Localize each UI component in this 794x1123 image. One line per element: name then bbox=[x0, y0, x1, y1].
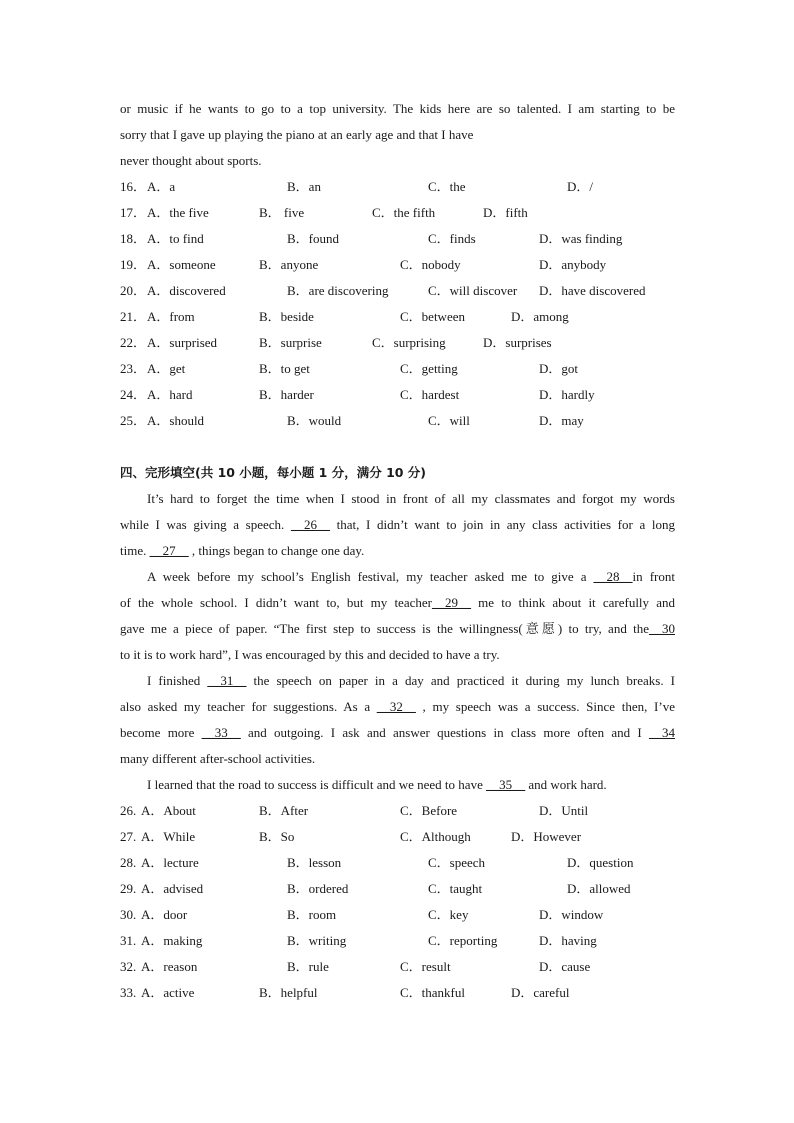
blank-35: __35__ bbox=[486, 777, 526, 792]
question-number: 24． bbox=[120, 387, 147, 402]
section-heading: 四、完形填空(共 10 小题，每小题 1 分，满分 10 分) bbox=[120, 465, 427, 480]
option-d[interactable]: D．Until bbox=[539, 803, 589, 818]
question-number: 28. bbox=[120, 855, 137, 870]
option-c[interactable]: C．the bbox=[428, 179, 466, 194]
question-row bbox=[120, 829, 680, 845]
cloze-text: I learned that the road to success is difficult and we need to have bbox=[147, 777, 487, 792]
cloze-line bbox=[120, 595, 675, 611]
option-c[interactable]: C．will bbox=[428, 413, 470, 428]
option-d[interactable]: D．surprises bbox=[483, 335, 552, 350]
cloze-line bbox=[120, 621, 675, 637]
option-d[interactable]: D．allowed bbox=[567, 881, 631, 896]
passage-line: never thought about sports. bbox=[120, 153, 262, 168]
cloze-text: I finished bbox=[147, 673, 208, 688]
question-number: 22． bbox=[120, 335, 147, 350]
option-b[interactable]: B．ordered bbox=[287, 881, 349, 896]
cloze-line: It’s hard to forget the time when I stood in front of all my classmates and forgot my words bbox=[147, 491, 675, 506]
question-row bbox=[120, 335, 680, 351]
option-a[interactable]: A．lecture bbox=[141, 855, 199, 870]
option-a[interactable]: A．About bbox=[141, 803, 196, 818]
question-number: 17． bbox=[120, 205, 147, 220]
option-a[interactable]: A．someone bbox=[147, 257, 216, 272]
cloze-text: A week before my school’s English festival, my teacher asked me to give a bbox=[147, 569, 594, 584]
question-number: 18． bbox=[120, 231, 147, 246]
cloze-line bbox=[120, 543, 675, 559]
passage-line: sorry that I gave up playing the piano at an early age and that I have bbox=[120, 127, 474, 142]
question-row bbox=[120, 985, 680, 1001]
option-c[interactable]: C．Before bbox=[400, 803, 458, 818]
option-d[interactable]: D．careful bbox=[511, 985, 570, 1000]
question-number: 23． bbox=[120, 361, 147, 376]
cloze-line bbox=[147, 777, 675, 793]
blank-26: __26__ bbox=[290, 517, 330, 532]
option-c[interactable]: C．speech bbox=[428, 855, 486, 870]
option-b[interactable]: B．harder bbox=[259, 387, 314, 402]
option-c[interactable]: C．key bbox=[428, 907, 469, 922]
question-row bbox=[120, 881, 680, 897]
option-b[interactable]: B．surprise bbox=[259, 335, 322, 350]
option-a[interactable]: A．a bbox=[147, 179, 176, 194]
option-a[interactable]: A．from bbox=[147, 309, 195, 324]
cloze-text: , my speech was a success. Since then, I’ve bbox=[415, 699, 675, 714]
cloze-text: the speech on paper in a day and practiced it during my lunch breaks. I bbox=[246, 673, 675, 688]
cloze-text: and work hard. bbox=[525, 777, 607, 792]
cloze-text: also asked my teacher for suggestions. As a bbox=[120, 699, 377, 714]
question-number: 21． bbox=[120, 309, 147, 324]
option-c[interactable]: C．getting bbox=[400, 361, 458, 376]
option-b[interactable]: B．lesson bbox=[287, 855, 342, 870]
question-row bbox=[120, 309, 680, 325]
question-row bbox=[120, 803, 680, 819]
blank-29: __29__ bbox=[431, 595, 471, 610]
option-d[interactable]: D．have discovered bbox=[539, 283, 646, 298]
cloze-line: many different after-school activities. bbox=[120, 751, 316, 766]
option-b[interactable]: B．writing bbox=[287, 933, 347, 948]
question-number: 25． bbox=[120, 413, 147, 428]
question-row bbox=[120, 855, 680, 871]
option-d[interactable]: D．may bbox=[539, 413, 584, 428]
option-a[interactable]: A．surprised bbox=[147, 335, 218, 350]
option-c[interactable]: C．will discover bbox=[428, 283, 518, 298]
option-b[interactable]: B． five bbox=[259, 205, 305, 220]
option-b[interactable]: B．found bbox=[287, 231, 340, 246]
question-number: 16． bbox=[120, 179, 147, 194]
option-d[interactable]: D．window bbox=[539, 907, 604, 922]
option-d[interactable]: D．having bbox=[539, 933, 597, 948]
cloze-text: in front bbox=[632, 569, 675, 584]
cloze-text: me to think about it carefully and bbox=[470, 595, 675, 610]
option-a[interactable]: A．discovered bbox=[147, 283, 226, 298]
option-a[interactable]: A．advised bbox=[141, 881, 204, 896]
question-number: 19． bbox=[120, 257, 147, 272]
option-c[interactable]: C．thankful bbox=[400, 985, 465, 1000]
question-number: 27. bbox=[120, 829, 137, 844]
option-d[interactable]: D．fifth bbox=[483, 205, 528, 220]
option-a[interactable]: A．While bbox=[141, 829, 196, 844]
option-b[interactable]: B．anyone bbox=[259, 257, 319, 272]
option-b[interactable]: B．would bbox=[287, 413, 342, 428]
option-c[interactable]: C．result bbox=[400, 959, 451, 974]
option-b[interactable]: B．beside bbox=[259, 309, 314, 324]
option-c[interactable]: C．finds bbox=[428, 231, 476, 246]
option-d[interactable]: D．question bbox=[567, 855, 634, 870]
question-row bbox=[120, 283, 680, 299]
option-a[interactable]: A．active bbox=[141, 985, 195, 1000]
option-d[interactable]: D．anybody bbox=[539, 257, 607, 272]
question-number: 30. bbox=[120, 907, 137, 922]
option-b[interactable]: B．So bbox=[259, 829, 295, 844]
option-b[interactable]: B．to get bbox=[259, 361, 310, 376]
option-a[interactable]: A．making bbox=[141, 933, 203, 948]
option-b[interactable]: B．rule bbox=[287, 959, 329, 974]
option-b[interactable]: B．After bbox=[259, 803, 309, 818]
option-d[interactable]: D．hardly bbox=[539, 387, 595, 402]
option-c[interactable]: C．taught bbox=[428, 881, 483, 896]
cloze-line bbox=[147, 673, 675, 689]
cloze-line: to it is to work hard”, I was encouraged by this and decided to have a try. bbox=[120, 647, 500, 662]
cloze-text: of the whole school. I didn’t want to, but my teacher bbox=[120, 595, 432, 610]
question-row bbox=[120, 907, 680, 923]
blank-27: __27__ bbox=[149, 543, 189, 558]
blank-34: __34 bbox=[649, 725, 675, 740]
question-number: 29. bbox=[120, 881, 137, 896]
option-a[interactable]: A．to find bbox=[147, 231, 204, 246]
option-d[interactable]: D．was finding bbox=[539, 231, 623, 246]
option-c[interactable]: C．surprising bbox=[372, 335, 446, 350]
option-c[interactable]: C．between bbox=[400, 309, 465, 324]
cloze-line bbox=[147, 569, 675, 585]
option-a[interactable]: A．get bbox=[147, 361, 186, 376]
option-c[interactable]: C．Although bbox=[400, 829, 471, 844]
question-number: 26. bbox=[120, 803, 137, 818]
option-c[interactable]: C．nobody bbox=[400, 257, 461, 272]
option-c[interactable]: C．hardest bbox=[400, 387, 460, 402]
blank-33: __33__ bbox=[201, 725, 241, 740]
question-row bbox=[120, 413, 680, 429]
cloze-line bbox=[120, 725, 675, 741]
option-b[interactable]: B．room bbox=[287, 907, 337, 922]
option-a[interactable]: A．hard bbox=[147, 387, 193, 402]
option-a[interactable]: A．reason bbox=[141, 959, 198, 974]
option-a[interactable]: A．should bbox=[147, 413, 205, 428]
question-row bbox=[120, 205, 680, 221]
option-b[interactable]: B．helpful bbox=[259, 985, 318, 1000]
cloze-text: and outgoing. I ask and answer questions in class more often and I bbox=[240, 725, 649, 740]
blank-30: __30 bbox=[649, 621, 675, 636]
blank-31: __31__ bbox=[207, 673, 247, 688]
question-row bbox=[120, 257, 680, 273]
option-d[interactable]: D．among bbox=[511, 309, 569, 324]
option-c[interactable]: C．reporting bbox=[428, 933, 498, 948]
cloze-text: that, I didn’t want to join in any class activities for a long bbox=[329, 517, 675, 532]
question-number: 31. bbox=[120, 933, 137, 948]
question-row bbox=[120, 959, 680, 975]
question-row bbox=[120, 361, 680, 377]
cloze-text: time. bbox=[120, 543, 150, 558]
option-c[interactable]: C．the fifth bbox=[372, 205, 436, 220]
cloze-text: , things began to change one day. bbox=[188, 543, 365, 558]
question-row bbox=[120, 231, 680, 247]
cloze-line bbox=[120, 699, 675, 715]
cloze-text: while I was giving a speech. bbox=[120, 517, 291, 532]
option-d[interactable]: D．/ bbox=[567, 179, 594, 194]
option-d[interactable]: D．got bbox=[539, 361, 579, 376]
option-b[interactable]: B．are discovering bbox=[287, 283, 389, 298]
blank-28: __28__ bbox=[593, 569, 633, 584]
option-a[interactable]: A．door bbox=[141, 907, 188, 922]
passage-line: or music if he wants to go to a top university. The kids here are so talented. I am starting to be bbox=[120, 101, 675, 116]
question-number: 20． bbox=[120, 283, 147, 298]
question-number: 32. bbox=[120, 959, 137, 974]
option-b[interactable]: B．an bbox=[287, 179, 321, 194]
question-row bbox=[120, 387, 680, 403]
blank-32: __32__ bbox=[376, 699, 416, 714]
option-d[interactable]: D．However bbox=[511, 829, 582, 844]
question-row bbox=[120, 933, 680, 949]
option-d[interactable]: D．cause bbox=[539, 959, 591, 974]
question-row bbox=[120, 179, 680, 195]
question-number: 33. bbox=[120, 985, 137, 1000]
cloze-text: gave me a piece of paper. “The first step to success is the willingness(意愿) to try, and the bbox=[120, 621, 649, 636]
option-a[interactable]: A．the five bbox=[147, 205, 209, 220]
cloze-text: become more bbox=[120, 725, 202, 740]
cloze-line bbox=[120, 517, 675, 533]
